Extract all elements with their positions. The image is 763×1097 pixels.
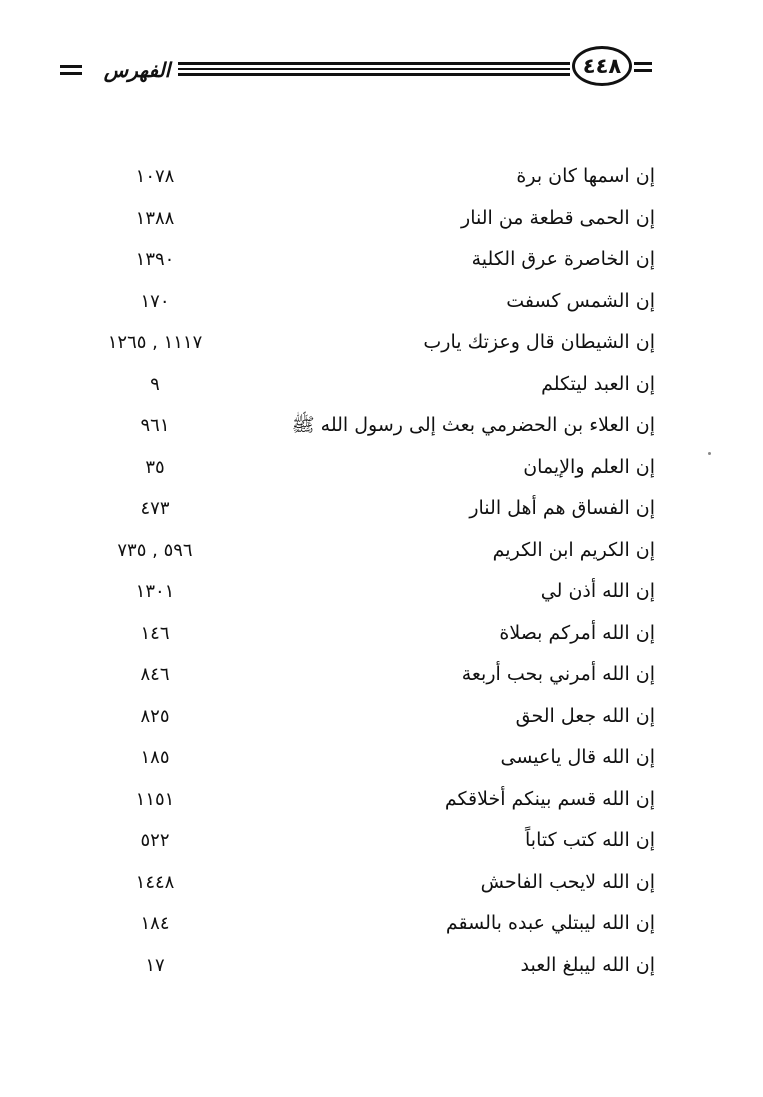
entry-text: إن الله أمركم بصلاة: [499, 621, 655, 644]
entry-pages: ١٧: [145, 954, 165, 976]
entry-text: إن اسمها كان برة: [516, 165, 655, 187]
page-number: ٤٤٨: [572, 46, 632, 86]
entry-text: إن الله جعل الحق: [515, 704, 655, 727]
entry-pages: ٨٤٦: [140, 664, 170, 685]
entry-text: إن الله ليبتلي عبده بالسقم: [445, 912, 655, 934]
entry-text: إن العبد ليتكلم: [541, 372, 655, 395]
header-ornament-left: [60, 65, 82, 79]
index-row: [0, 322, 763, 364]
entry-text: إن الشيطان قال وعزتك يارب: [423, 331, 655, 353]
index-row: [0, 530, 763, 572]
index-row: [0, 198, 763, 240]
entry-text: إن الله قال ياعيسى: [500, 746, 655, 768]
entry-pages: ١٤٦: [140, 622, 170, 644]
index-row: [0, 239, 763, 281]
entry-text: إن الله كتب كتاباً: [525, 829, 655, 851]
entry-pages: ٤٧٣: [140, 498, 170, 519]
index-row: [0, 862, 763, 904]
scan-speck: [708, 452, 711, 455]
index-row: [0, 779, 763, 821]
index-row: [0, 820, 763, 862]
entry-pages: ٩٦١: [140, 415, 170, 436]
index-row: [0, 696, 763, 738]
index-row: [0, 281, 763, 323]
index-row: [0, 654, 763, 696]
entry-pages: ١٠٧٨: [135, 166, 175, 187]
index-row: [0, 488, 763, 530]
index-row: [0, 903, 763, 945]
entry-text: إن الله قسم بينكم أخلاقكم: [444, 787, 655, 810]
header-ornament-right: [634, 62, 652, 76]
entry-text: إن الله أمرني بحب أربعة: [461, 663, 655, 685]
entry-pages: ٩: [150, 373, 160, 395]
entry-text: إن الخاصرة عرق الكلية: [471, 248, 655, 270]
entry-pages: ١٨٤: [140, 913, 170, 934]
entry-pages: ١٤٤٨: [135, 871, 175, 893]
index-row: [0, 737, 763, 779]
index-row: [0, 364, 763, 406]
entry-pages: ٥٢٢: [140, 830, 170, 851]
index-row: [0, 156, 763, 198]
entry-text: إن العلم والإيمان: [523, 455, 655, 478]
entry-text: إن العلاء بن الحضرمي بعث إلى رسول الله ﷺ: [291, 414, 655, 436]
entry-text: إن الحمى قطعة من النار: [461, 206, 655, 229]
entry-pages: ١٣٨٨: [135, 207, 175, 229]
page-header: [0, 0, 763, 110]
entry-pages: ٨٢٥: [140, 705, 170, 727]
entry-text: إن الله لايحب الفاحش: [480, 870, 655, 893]
entry-pages: ٥٩٦ , ٧٣٥: [117, 539, 193, 561]
index-row: [0, 447, 763, 489]
index-list: [0, 156, 763, 986]
entry-pages: ١١٥١: [135, 788, 175, 810]
index-row: [0, 405, 763, 447]
entry-pages: ١١١٧ , ١٢٦٥: [107, 332, 203, 353]
header-title: الفهرس: [103, 58, 171, 82]
entry-pages: ١٨٥: [140, 747, 170, 768]
entry-text: إن الشمس كسفت: [506, 289, 655, 312]
header-rule: [178, 62, 570, 80]
index-row: [0, 945, 763, 987]
entry-text: إن الفساق هم أهل النار: [469, 497, 655, 519]
entry-pages: ١٣٠١: [135, 581, 175, 602]
entry-pages: ١٣٩٠: [135, 249, 175, 270]
entry-pages: ١٧٠: [140, 290, 170, 312]
entry-text: إن الله ليبلغ العبد: [520, 953, 655, 976]
entry-text: إن الله أذن لي: [540, 580, 655, 602]
index-row: [0, 613, 763, 655]
entry-pages: ٣٥: [145, 456, 165, 478]
entry-text: إن الكريم ابن الكريم: [492, 538, 655, 561]
index-row: [0, 571, 763, 613]
